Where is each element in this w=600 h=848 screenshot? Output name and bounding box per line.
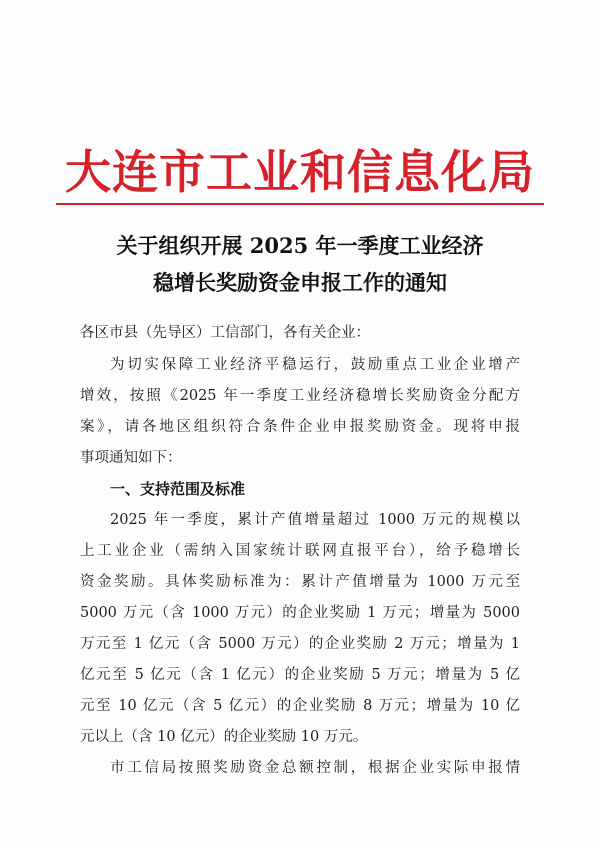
para2-line: 元以上（含 10 亿元）的企业奖励 10 万元。 — [80, 729, 368, 745]
notice-title-line-2: 稳增长奖励资金申报工作的通知 — [153, 270, 447, 295]
para3-line: 市工信局按照奖励资金总额控制，根据企业实际申报情 — [110, 760, 520, 776]
para2-line: 5000 万元（含 1000 万元）的企业奖励 1 万元；增量为 5000 — [80, 605, 520, 621]
para2-line: 元至 10 亿元（含 5 亿元）的企业奖励 8 万元；增量为 10 亿 — [80, 698, 520, 714]
para1-line: 增效，按照《2025 年一季度工业经济稳增长奖励资金分配方 — [80, 388, 520, 404]
para2-line: 亿元至 5 亿元（含 1 亿元）的企业奖励 5 万元；增量为 5 亿 — [80, 667, 520, 683]
para1-line: 事项通知如下： — [80, 450, 182, 466]
notice-title-line-1: 关于组织开展 2025 年一季度工业经济 — [116, 233, 484, 258]
salutation: 各区市县（先导区）工信部门，各有关企业： — [80, 325, 370, 341]
para2-line: 万元至 1 亿元（含 5000 万元）的企业奖励 2 万元；增量为 1 — [80, 636, 520, 652]
issuer-letterhead: 大连市工业和信息化局 — [65, 145, 535, 199]
letterhead-red-rule — [56, 203, 544, 205]
para1-line: 为切实保障工业经济平稳运行，鼓励重点工业企业增产 — [110, 357, 520, 373]
section-heading-1: 一、支持范围及标准 — [110, 480, 246, 498]
para2-line: 资金奖励。具体奖励标准为：累计产值增量为 1000 万元至 — [80, 574, 520, 590]
para1-line: 案》，请各地区组织符合条件企业申报奖励资金。现将申报 — [80, 419, 520, 435]
para2-line: 上工业企业（需纳入国家统计联网直报平台），给予稳增长 — [80, 543, 520, 559]
para2-line: 2025 年一季度，累计产值增量超过 1000 万元的规模以 — [110, 512, 520, 528]
